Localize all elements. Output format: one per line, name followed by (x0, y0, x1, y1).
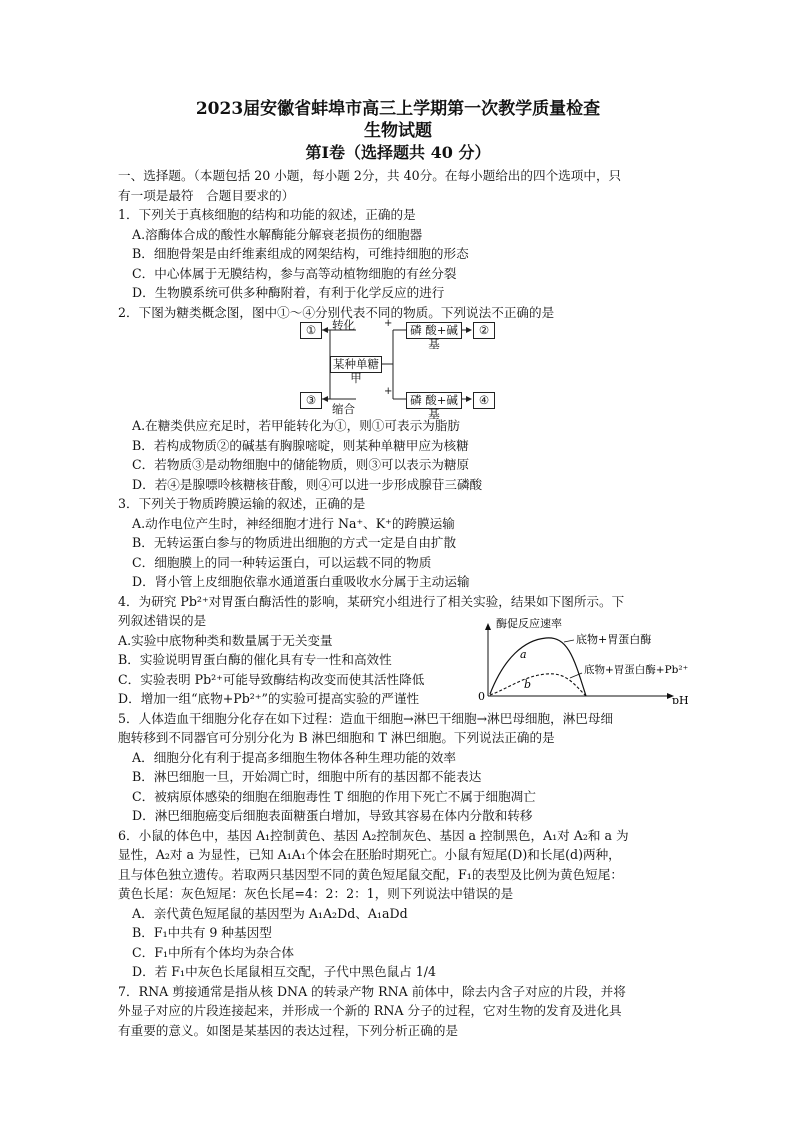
q6-option-a: A．亲代黄色短尾鼠的基因型为 A₁A₂Dd、A₁aDd (132, 905, 408, 921)
x-axis-label: pH (672, 693, 689, 704)
q6-stem-1: 6．小鼠的体色中，基因 A₁控制黄色、基因 A₂控制灰色、基因 a 控制黑色，A₁对 A₂和 a 为 (118, 827, 629, 843)
sugar-concept-diagram (118, 318, 678, 421)
diagram-plus-bottom: + (384, 386, 393, 397)
q3-option-b: B．无转运蛋白参与的物质进出细胞的方式一定是自由扩散 (132, 535, 457, 550)
q7-stem-3: 有重要的意义。如图是某基因的表达过程，下列分析正确的是 (118, 1022, 459, 1038)
diagram-box-2: ② (473, 322, 495, 339)
q2-option-d: D．若④是腺嘌呤核糖核苷酸，则④可以进一步形成腺苷三磷酸 (132, 476, 483, 492)
series-b-name: 底物+胃蛋白酶+Pb²⁺ (584, 663, 689, 676)
diagram-box-1: ① (300, 322, 322, 339)
q4-stem-1: 4．为研究 Pb²⁺对胃蛋白酶活性的影响，某研究小组进行了相关实验，结果如下图所示。下 (118, 593, 625, 609)
enzyme-rate-chart (474, 618, 698, 704)
q6-stem-3: 且与体色独立遗传。若取两只基因型不同的黄色短尾鼠交配，F₁的表型及比例为黄色短尾： (118, 866, 623, 882)
section-instructions-1: 一、选择题。（本题包括 20 小题，每小题 2分，共 40分。在每小题给出的四个选项中，只 (118, 168, 622, 183)
q5-option-a: A．细胞分化有利于提高多细胞生物体各种生理功能的效率 (132, 749, 456, 765)
exam-title: 2023届安徽省蚌埠市高三上学期第一次教学质量检查 (195, 99, 601, 119)
q4-option-d: D．增加一组“底物+Pb²⁺”的实验可提高实验的严谨性 (118, 691, 420, 706)
diagram-label-condense: 缩合 (332, 402, 355, 416)
q6-option-c: C．F₁中所有个体均为杂合体 (132, 944, 294, 960)
enzyme-rate-chart-svg (474, 618, 698, 704)
diagram-center-box: 某种单糖甲 (330, 356, 382, 373)
q5-option-d: D．淋巴细胞癌变后细胞表面糖蛋白增加，导致其容易在体内分散和转移 (132, 808, 533, 823)
q1-option-c: C．中心体属于无膜结构，参与高等动植物细胞的有丝分裂 (132, 265, 457, 281)
exam-subtitle: 生物试题 (364, 121, 432, 141)
diagram-box-3: ③ (300, 392, 322, 409)
q5-stem-2: 胞转移到不同器官可分别分化为 B 淋巴细胞和 T 淋巴细胞。下列说法正确的是 (118, 730, 555, 745)
q6-option-b: B．F₁中共有 9 种基因型 (132, 925, 272, 940)
q1-option-d: D．生物膜系统可供多种酶附着，有利于化学反应的进行 (132, 285, 445, 300)
q5-stem-1: 5．人体造血干细胞分化存在如下过程：造血干细胞→淋巴干细胞→淋巴母细胞，淋巴母细 (118, 710, 614, 726)
diagram-connectors (118, 322, 678, 416)
q3-option-a: A.动作电位产生时，神经细胞才进行 Na⁺、K⁺的跨膜运输 (132, 515, 455, 531)
y-axis-label: 酶促反应速率 (496, 617, 562, 630)
series-a-curve (490, 637, 586, 695)
q3-stem: 3．下列关于物质跨膜运输的叙述，正确的是 (118, 496, 366, 511)
q2-option-c: C．若物质③是动物细胞中的储能物质，则③可以表示为糖原 (132, 457, 470, 472)
q7-stem-1: 7．RNA 剪接通常是指从核 DNA 的转录产物 RNA 前体中，除去内含子对应的片段，并将 (118, 983, 626, 999)
q1-option-b: B．细胞骨架是由纤维素组成的网架结构，可维持细胞的形态 (132, 246, 469, 261)
q4-option-c: C．实验表明 Pb²⁺可能导致酶结构改变而使其活性降低 (118, 671, 425, 687)
section-instructions-2: 有一项是最符 合题目要求的） (118, 187, 295, 203)
diagram-right-top-box: 磷 酸+碱 基 (406, 322, 462, 339)
diagram-right-bottom-box: 磷 酸+碱 基 (406, 392, 462, 409)
q2-option-a: A.在糖类供应充足时，若甲能转化为①，则①可表示为脂肪 (132, 418, 460, 433)
q4-stem-2: 列叙述错误的是 (118, 613, 207, 628)
q6-stem-4: 黄色长尾：灰色短尾：灰色长尾=4：2：2：1，则下列说法中错误的是 (118, 886, 514, 901)
q5-option-b: B．淋巴细胞一旦，开始凋亡时，细胞中所有的基因都不能表达 (132, 769, 482, 784)
exam-page (118, 98, 689, 1040)
series-a-label: a (520, 647, 527, 661)
series-a-leader (564, 640, 574, 642)
q4-option-a: A.实验中底物种类和数量属于无关变量 (118, 632, 333, 648)
origin-label: 0 (478, 689, 485, 703)
q1-option-a: A.溶酶体合成的酸性水解酶能分解衰老损伤的细胞器 (132, 226, 423, 242)
q1-stem: 1．下列关于真核细胞的结构和功能的叙述，正确的是 (118, 207, 416, 222)
q2-option-b: B．若构成物质②的碱基有胸腺嘧啶，则某种单糖甲应为核糖 (132, 437, 469, 453)
diagram-box-4: ④ (473, 392, 495, 409)
q5-option-c: C．被病原体感染的细胞在细胞毒性 T 细胞的作用下死亡不属于细胞凋亡 (132, 788, 536, 804)
q6-option-d: D．若 F₁中灰色长尾鼠相互交配，子代中黑色鼠占 1/4 (132, 964, 437, 979)
diagram-plus-top: + (384, 318, 393, 329)
y-axis-arrow (485, 623, 491, 630)
q6-stem-2: 显性，A₂对 a 为显性，已知 A₁A₁个体会在胚胎时期死亡。小鼠有短尾(D)和长尾(d)两种， (118, 847, 621, 862)
q4-block (118, 592, 689, 709)
diagram-label-convert: 转化 (332, 318, 355, 332)
series-a-name: 底物+胃蛋白酶 (576, 632, 652, 646)
part-heading: 第Ⅰ卷（选择题共 40 分） (305, 143, 491, 162)
q3-option-d: D．肾小管上皮细胞依靠水通道蛋白重吸收水分属于主动运输 (132, 574, 470, 589)
q2-stem: 2．下图为糖类概念图，图中①～④分别代表不同的物质。下列说法不正确的是 (118, 304, 555, 320)
q3-option-c: C．细胞膜上的同一种转运蛋白，可以运载不同的物质 (132, 554, 432, 570)
q4-option-b: B．实验说明胃蛋白酶的催化具有专一性和高效性 (118, 652, 392, 667)
series-b-label: b (524, 677, 532, 691)
q7-stem-2: 外显子对应的片段连接起来，并形成一个新的 RNA 分子的过程，它对生物的发育及进化具 (118, 1003, 622, 1018)
